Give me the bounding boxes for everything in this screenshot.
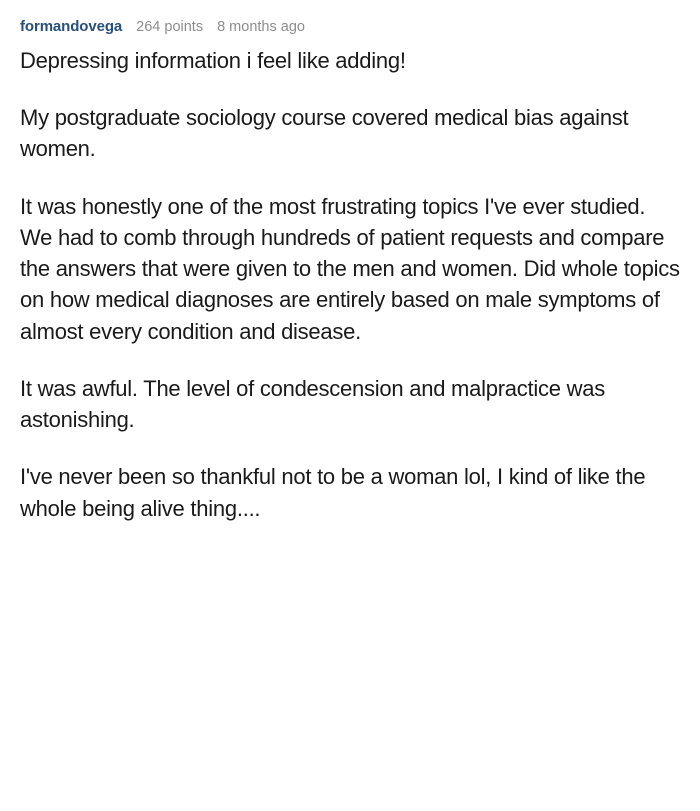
comment-timestamp: 8 months ago (217, 19, 305, 35)
comment-paragraph: My postgraduate sociology course covered medical bias against women. (20, 105, 629, 162)
comment-paragraph: I've never been so thankful not to be a woman lol, I kind of like the whole being alive thing.... (20, 464, 646, 521)
comment-points: 264 points (136, 19, 204, 35)
comment-header (20, 18, 680, 35)
comment-body (20, 45, 680, 524)
comment-paragraph: It was awful. The level of condescension and malpractice was astonishing. (20, 375, 606, 433)
comment-paragraph: It was honestly one of the most frustrating topics I've ever studied. We had to comb through hundreds of patient requests and compare the answers that were given to the men and women. Did whole topics on how medical diagnoses are entirely based on male symptoms of almost every condition and disease. (20, 193, 680, 344)
comment-paragraph: Depressing information i feel like adding! (20, 48, 406, 73)
comment-author[interactable]: formandovega (20, 18, 123, 35)
